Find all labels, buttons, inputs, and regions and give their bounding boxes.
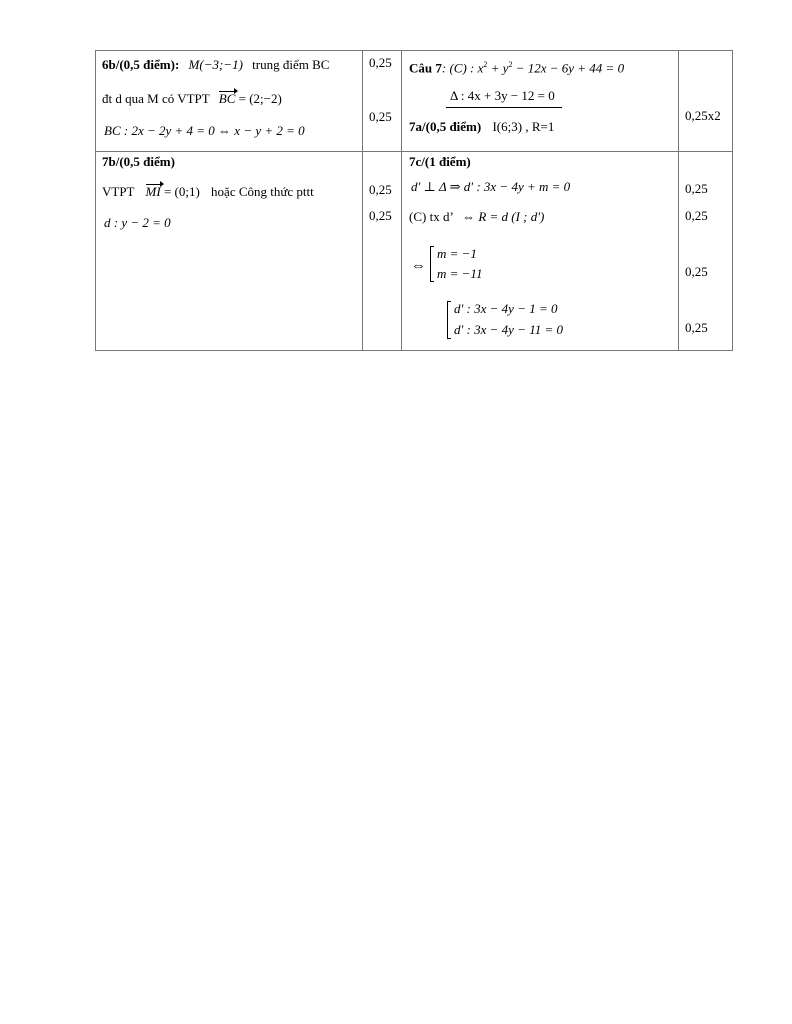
perpendicular-eq: d' ⊥ Δ ⇒ d' : 3x − 4y + m = 0	[411, 179, 571, 194]
score-cell-7c	[679, 152, 733, 351]
vector-mi-value: = (0;1)	[163, 184, 200, 199]
cell-6b	[96, 51, 363, 152]
tangent-eq: ⇔ R = d (I ; d')	[462, 209, 545, 224]
grading-table	[95, 50, 733, 351]
equation-d: d : y − 2 = 0	[104, 215, 171, 230]
line-d2: d' : 3x − 4y − 11 = 0	[454, 322, 564, 337]
equiv-symbol: ⇔	[411, 258, 426, 274]
circle-eq-mid: + y	[487, 60, 509, 76]
point-text: trung điểm BC	[252, 57, 330, 72]
delta-equation: Δ : 4x + 3y − 12 = 0	[450, 88, 555, 103]
heading-6b: 6b/(0,5 điểm):	[102, 57, 180, 72]
center-radius: I(6;3) , R=1	[492, 119, 555, 134]
heading-7c: 7c/(1 điểm)	[409, 154, 471, 169]
heading-7b: 7b/(0,5 điểm)	[102, 154, 175, 169]
heading-7a: 7a/(0,5 điểm)	[409, 119, 482, 134]
cell-7b	[96, 152, 363, 351]
point-m: M(−3;−1)	[188, 57, 243, 72]
cell-7a: Câu 7: (C) : $x^2 + y^2 - 12x - 6y + 44 = 0$ Δ : 4x + 3y − 12 = 0 7a/(0,5 điểm) I(6;3) , R=1	[402, 51, 679, 152]
case-m1: m = −1	[437, 246, 477, 261]
vector-mi: MI	[145, 184, 161, 199]
score: 0,25	[685, 320, 708, 335]
vtpt-label: VTPT	[102, 184, 135, 199]
score: 0,25	[685, 181, 708, 196]
formula-text: hoặc Công thức pttt	[211, 184, 314, 199]
vtpt-text: đt d qua M có VTPT	[102, 91, 210, 106]
score: 0,25x2	[685, 108, 721, 123]
underline	[446, 107, 562, 108]
bracket	[447, 301, 451, 339]
score: 0,25	[369, 109, 392, 124]
bracket	[430, 246, 434, 282]
score: 0,25	[685, 208, 708, 223]
tangent-text: (C) tx d’	[409, 209, 453, 224]
equation-bc: BC : 2x − 2y + 4 = 0 ⇔ x − y + 2 = 0	[104, 123, 305, 138]
score-cell-7a	[679, 51, 733, 152]
case-m2: m = −11	[437, 266, 483, 281]
score-cell-7b	[363, 152, 402, 351]
cell-7c	[402, 152, 679, 351]
score: 0,25	[369, 55, 392, 70]
score: 0,25	[685, 264, 708, 279]
vector-bc: BC	[218, 91, 236, 106]
table-row	[96, 51, 733, 152]
score: 0,25	[369, 208, 392, 223]
table-row	[96, 152, 733, 351]
circle-eq-lhs: : (C) : x	[441, 60, 484, 76]
heading-cau7: Câu 7	[409, 60, 442, 76]
line-d1: d' : 3x − 4y − 1 = 0	[454, 301, 558, 316]
score: 0,25	[369, 182, 392, 197]
score-cell-6b	[363, 51, 402, 152]
circle-eq-rhs: − 12x − 6y + 44 = 0	[512, 60, 625, 76]
vector-bc-value: = (2;−2)	[238, 91, 282, 106]
